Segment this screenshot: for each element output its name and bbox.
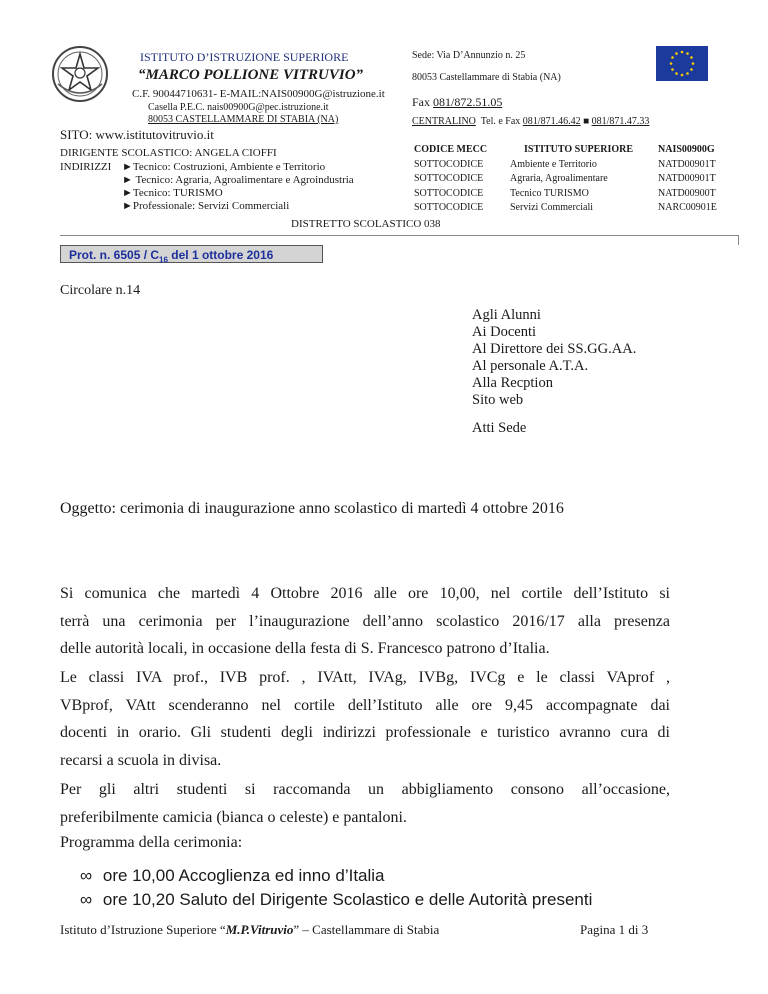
tel-2: 081/871.47.33 <box>591 116 650 127</box>
paragraph-line: terrà una cerimonia per l’inaugurazione dell’anno scolastico 2016/17 alla presenza <box>60 612 670 630</box>
fax-line <box>412 95 502 110</box>
sede: Sede: Via D’Annunzio n. 25 <box>412 50 526 61</box>
recipients-list <box>472 307 636 409</box>
codes-header-1: CODICE MECC <box>414 144 488 155</box>
recipient: Agli Alunni <box>472 307 541 323</box>
program-item-text: ore 10,00 Accoglienza ed inno d’Italia <box>102 866 385 885</box>
codes-cell: Agraria, Agroalimentare <box>510 173 608 184</box>
codes-cell: NATD00901T <box>658 173 716 184</box>
page-number: Pagina 1 di 3 <box>580 922 649 937</box>
paragraph-line: preferibilmente camicia (bianca o celeste) e pantaloni. <box>60 808 407 826</box>
recipient: Alla Recption <box>472 375 553 391</box>
indirizzi-label: INDIRIZZI <box>60 161 112 173</box>
footer-institute <box>60 922 439 938</box>
infinity-bullet-icon: ∞ <box>80 890 93 909</box>
codes-cell: NATD00900T <box>658 187 716 199</box>
program-title: Programma della cerimonia: <box>60 834 243 851</box>
codes-cell: Servizi Commerciali <box>510 202 594 213</box>
codes-cell: SOTTOCODICE <box>414 187 484 199</box>
codes-cell: Ambiente e Territorio <box>510 158 597 170</box>
footer-institute-name: M.P.Vitruvio <box>225 922 294 937</box>
codes-cell: SOTTOCODICE <box>414 173 484 184</box>
recipient: Ai Docenti <box>472 324 537 340</box>
codes-cell: Tecnico TURISMO <box>510 187 589 199</box>
indirizzo-3: ►Tecnico: TURISMO <box>122 187 223 199</box>
recipient: Al personale A.T.A. <box>472 358 589 374</box>
codes-cell: SOTTOCODICE <box>414 158 484 170</box>
paragraph-line: Le classi IVA prof., IVB prof. , IVAtt, IVAg, IVBg, IVCg e le classi VAprof , <box>60 669 670 686</box>
eu-flag-icon <box>656 46 708 81</box>
indirizzo-1: ►Tecnico: Costruzioni, Ambiente e Territorio <box>122 161 326 173</box>
protocol-sub: 16 <box>159 255 168 265</box>
tel-1: 081/871.46.42 <box>522 116 581 127</box>
republic-emblem-icon <box>50 44 110 104</box>
codes-cell: NATD00901T <box>658 158 716 170</box>
recipient: Al Direttore dei SS.GG.AA. <box>472 341 637 357</box>
codes-header-2: ISTITUTO SUPERIORE <box>524 144 634 155</box>
paragraph-line: Si comunica che martedì 4 Ottobre 2016 alle ore 10,00, nel cortile dell’Istituto si <box>60 585 670 602</box>
protocol-rule-end <box>738 235 739 245</box>
pec-email: Casella P.E.C. nais00900G@pec.istruzione.it <box>148 102 329 113</box>
program-item <box>80 866 385 886</box>
fax-number: 081/872.51.05 <box>433 95 503 109</box>
footer-post: ” – Castellammare di Stabia <box>293 922 440 937</box>
codes-cell: SOTTOCODICE <box>414 202 484 213</box>
cf-email: C.F. 90044710631- E-MAIL:NAIS00900G@istruzione.it <box>132 88 385 100</box>
protocol-suffix: del 1 ottobre 2016 <box>167 248 274 262</box>
tel-label: Tel. e Fax <box>480 116 521 127</box>
site-url[interactable]: SITO: www.istitutovitruvio.it <box>60 127 214 142</box>
fax-label: Fax <box>412 95 430 109</box>
codes-col-3 <box>658 143 734 216</box>
oggetto: Oggetto: cerimonia di inaugurazione anno scolastico di martedì 4 ottobre 2016 <box>60 500 564 517</box>
paragraph-line: docenti in orario. Gli studenti degli indirizzi professionale e turistico avranno cura di <box>60 724 670 741</box>
institute-name: “MARCO POLLIONE VITRUVIO” <box>138 67 364 83</box>
director: DIRIGENTE SCOLASTICO: ANGELA CIOFFI <box>60 147 277 159</box>
codes-col-1 <box>414 143 496 216</box>
protocol-prefix: Prot. n. 6505 / C <box>69 248 160 262</box>
indirizzo-4: ►Professionale: Servizi Commerciali <box>122 200 290 212</box>
codes-col-2 <box>510 143 640 216</box>
protocol-box <box>60 245 323 263</box>
centralino-label: CENTRALINO <box>412 116 476 127</box>
paragraph-line: recarsi a scuola in divisa. <box>60 751 222 769</box>
city: 80053 Castellammare di Stabia (NA) <box>412 72 561 83</box>
program-item <box>80 890 592 910</box>
recipient: Sito web <box>472 392 524 408</box>
paragraph-line: VBprof, VAtt scenderanno nel cortile dell’Istituto alle ore 9,45 accompagnate dai <box>60 696 670 714</box>
codes-header-3: NAIS00900G <box>658 144 715 155</box>
tel-separator: ■ <box>583 116 590 127</box>
address: 80053 CASTELLAMMARE DI STABIA (NA) <box>148 114 339 125</box>
indirizzo-2: ► Tecnico: Agraria, Agroalimentare e Agroindustria <box>122 174 354 186</box>
atti-sede: Atti Sede <box>472 420 527 436</box>
district: DISTRETTO SCOLASTICO 038 <box>291 218 441 230</box>
circolare: Circolare n.14 <box>60 283 141 298</box>
institute-line: ISTITUTO D’ISTRUZIONE SUPERIORE <box>140 50 349 64</box>
footer-pre: Istituto d’Istruzione Superiore “ <box>60 922 226 937</box>
program-item-text: ore 10,20 Saluto del Dirigente Scolastico e delle Autorità presenti <box>102 890 593 909</box>
paragraph-2 <box>60 664 670 774</box>
paragraph-1 <box>60 580 670 663</box>
paragraph-line: delle autorità locali, in occasione della festa di S. Francesco patrono d’Italia. <box>60 640 550 657</box>
paragraph-3 <box>60 776 670 831</box>
infinity-bullet-icon: ∞ <box>80 866 93 885</box>
protocol-rule <box>60 235 739 236</box>
paragraph-line: Per gli altri studenti si raccomanda un abbigliamento consono all’occasione, <box>60 781 670 798</box>
codes-cell: NARC00901E <box>658 202 717 213</box>
centralino-line <box>412 116 649 127</box>
